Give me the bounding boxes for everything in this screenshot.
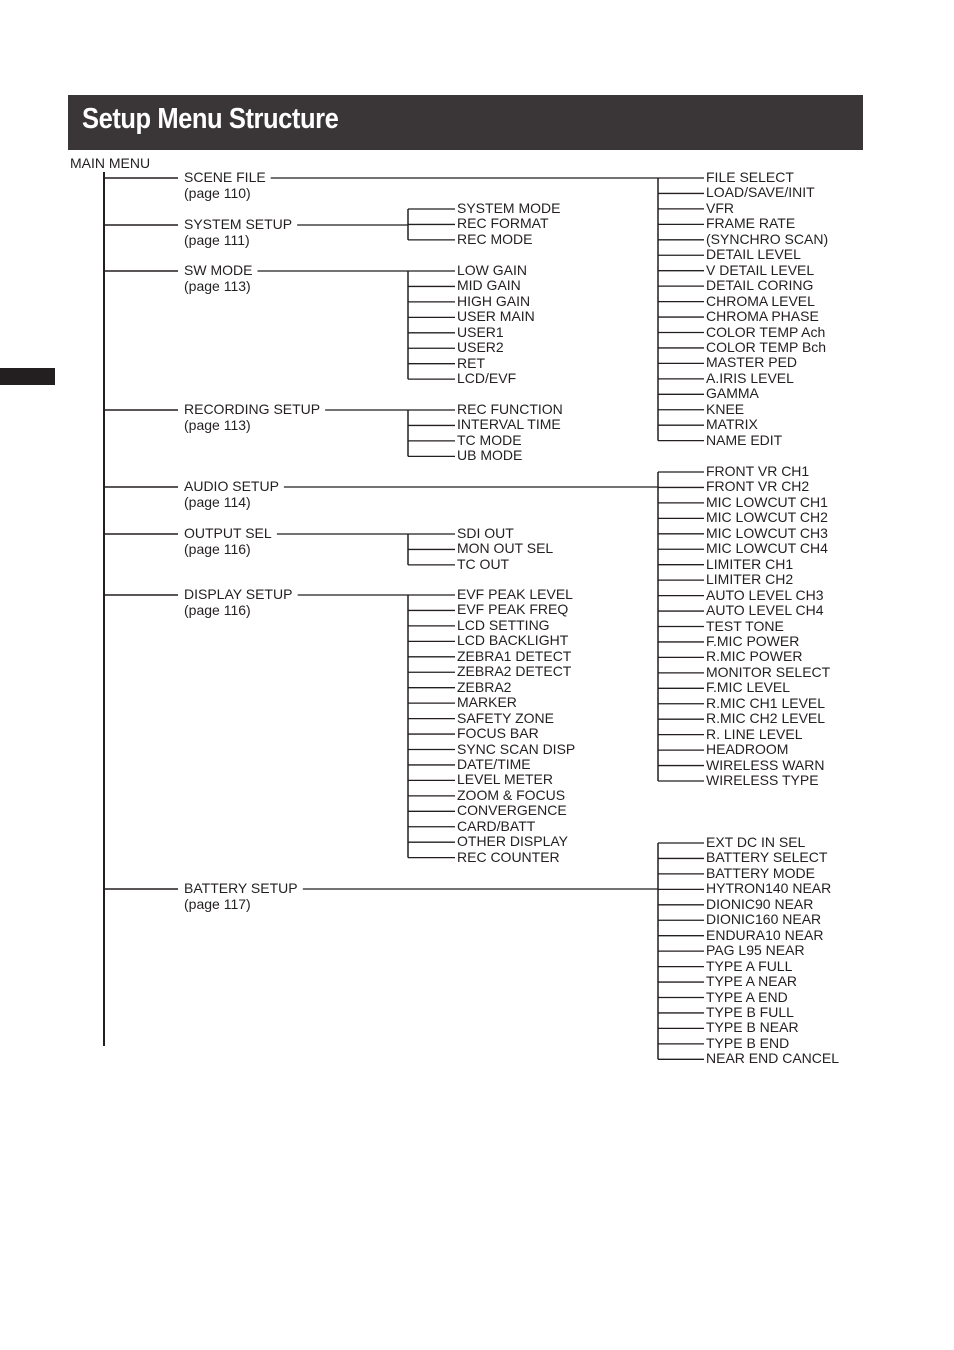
submenu-item-frame-rate: FRAME RATE: [706, 215, 796, 232]
submenu-item-user1: USER1: [457, 323, 504, 340]
menu-label-sw-mode: SW MODE: [184, 262, 253, 278]
menu-page-ref-scene-file: (page 110): [184, 185, 251, 201]
menu-page-ref-output-sel: (page 116): [184, 541, 251, 557]
submenu-item-vfr: VFR: [706, 199, 734, 216]
submenu-item-lcd-evf: LCD/EVF: [457, 370, 517, 387]
submenu-item-user2: USER2: [457, 339, 504, 356]
submenu-item-master-ped: MASTER PED: [706, 354, 798, 371]
submenu-item-mic-lowcut-ch4: MIC LOWCUT CH4: [706, 540, 828, 557]
submenu-item-matrix: MATRIX: [706, 416, 758, 433]
submenu-item-type-a-end: TYPE A END: [706, 988, 788, 1005]
submenu-item-rec-function: REC FUNCTION: [457, 401, 563, 417]
submenu-item-f-mic-level: F.MIC LEVEL: [706, 679, 791, 696]
submenu-item-type-b-end: TYPE B END: [706, 1034, 790, 1051]
submenu-item-zebra2: ZEBRA2: [457, 678, 512, 695]
submenu-item-rec-counter: REC COUNTER: [457, 848, 560, 865]
menu-page-ref-sw-mode: (page 113): [184, 278, 251, 294]
submenu-item-auto-level-ch4: AUTO LEVEL CH4: [706, 602, 824, 619]
submenu-item-sdi-out: SDI OUT: [457, 525, 514, 541]
submenu-item-rec-format: REC FORMAT: [457, 215, 549, 232]
submenu-item-type-a-full: TYPE A FULL: [706, 957, 793, 974]
menu-label-battery-setup: BATTERY SETUP: [184, 880, 298, 896]
submenu-item-chroma-phase: CHROMA PHASE: [706, 308, 819, 325]
menu-page-ref-audio-setup: (page 114): [184, 494, 251, 510]
submenu-item-r-mic-power: R.MIC POWER: [706, 648, 803, 665]
submenu-item-interval-time: INTERVAL TIME: [457, 416, 561, 433]
submenu-item-zoom-focus: ZOOM & FOCUS: [457, 786, 566, 803]
submenu-item-test-tone: TEST TONE: [706, 617, 784, 634]
submenu-item-limiter-ch1: LIMITER CH1: [706, 555, 794, 572]
submenu-item-chroma-level: CHROMA LEVEL: [706, 292, 815, 309]
main-menu-label: MAIN MENU: [70, 155, 151, 171]
submenu-item-r-line-level: R. LINE LEVEL: [706, 725, 803, 742]
menu-page-ref-display-setup: (page 116): [184, 602, 251, 618]
menu-page-ref-recording-setup: (page 113): [184, 417, 251, 433]
submenu-item-mic-lowcut-ch2: MIC LOWCUT CH2: [706, 509, 828, 526]
menu-label-audio-setup: AUDIO SETUP: [184, 478, 279, 494]
submenu-item-detail-level: DETAIL LEVEL: [706, 246, 801, 263]
submenu-item-near-end-cancel: NEAR END CANCEL: [706, 1050, 840, 1067]
submenu-item-synchro-scan: (SYNCHRO SCAN): [706, 230, 829, 247]
page-title: Setup Menu Structure: [82, 103, 339, 135]
submenu-item-dionic160-near: DIONIC160 NEAR: [706, 911, 822, 928]
submenu-item-mic-lowcut-ch3: MIC LOWCUT CH3: [706, 524, 828, 541]
submenu-item-focus-bar: FOCUS BAR: [457, 725, 539, 742]
submenu-item-gamma: GAMMA: [706, 385, 759, 402]
submenu-item-safety-zone: SAFETY ZONE: [457, 709, 554, 726]
submenu-item-mic-lowcut-ch1: MIC LOWCUT CH1: [706, 493, 828, 510]
submenu-item-mid-gain: MID GAIN: [457, 277, 521, 294]
submenu-item-high-gain: HIGH GAIN: [457, 292, 531, 309]
menu-label-recording-setup: RECORDING SETUP: [184, 401, 321, 417]
submenu-item-a-iris-level: A.IRIS LEVEL: [706, 369, 794, 386]
submenu-item-monitor-select: MONITOR SELECT: [706, 663, 831, 680]
submenu-item-other-display: OTHER DISPLAY: [457, 833, 568, 850]
submenu-item-convergence: CONVERGENCE: [457, 802, 567, 819]
submenu-item-type-b-full: TYPE B FULL: [706, 1003, 794, 1020]
submenu-item-battery-mode: BATTERY MODE: [706, 864, 815, 881]
submenu-item-zebra1-detect: ZEBRA1 DETECT: [457, 647, 572, 664]
submenu-item-evf-peak-level: EVF PEAK LEVEL: [457, 586, 573, 602]
submenu-item-endura10-near: ENDURA10 NEAR: [706, 926, 824, 943]
submenu-item-ub-mode: UB MODE: [457, 447, 523, 464]
submenu-item-r-mic-ch1-level: R.MIC CH1 LEVEL: [706, 694, 826, 711]
submenu-item-type-b-near: TYPE B NEAR: [706, 1019, 799, 1036]
submenu-item-date-time: DATE/TIME: [457, 755, 531, 772]
submenu-item-color-temp-bch: COLOR TEMP Bch: [706, 338, 827, 355]
submenu-item-battery-select: BATTERY SELECT: [706, 849, 828, 866]
submenu-item-name-edit: NAME EDIT: [706, 431, 783, 448]
submenu-item-lcd-setting: LCD SETTING: [457, 616, 550, 633]
submenu-item-dionic90-near: DIONIC90 NEAR: [706, 895, 814, 912]
menu-label-scene-file: SCENE FILE: [184, 169, 266, 185]
submenu-item-front-vr-ch1: FRONT VR CH1: [706, 463, 810, 479]
submenu-item-hytron140-near: HYTRON140 NEAR: [706, 880, 832, 897]
submenu-item-lcd-backlight: LCD BACKLIGHT: [457, 632, 569, 649]
submenu-item-level-meter: LEVEL METER: [457, 771, 553, 788]
submenu-item-tc-mode: TC MODE: [457, 431, 522, 448]
submenu-item-ext-dc-in-sel: EXT DC IN SEL: [706, 834, 806, 850]
menu-page-ref-battery-setup: (page 117): [184, 896, 251, 912]
submenu-item-mon-out-sel: MON OUT SEL: [457, 540, 554, 557]
submenu-item-file-select: FILE SELECT: [706, 169, 794, 185]
menu-label-display-setup: DISPLAY SETUP: [184, 586, 293, 602]
submenu-item-r-mic-ch2-level: R.MIC CH2 LEVEL: [706, 710, 826, 727]
submenu-item-tc-out: TC OUT: [457, 555, 510, 572]
submenu-item-type-a-near: TYPE A NEAR: [706, 973, 798, 990]
submenu-item-zebra2-detect: ZEBRA2 DETECT: [457, 663, 572, 680]
submenu-item-card-batt: CARD/BATT: [457, 817, 536, 834]
submenu-item-sync-scan-disp: SYNC SCAN DISP: [457, 740, 576, 757]
submenu-item-knee: KNEE: [706, 400, 745, 417]
submenu-item-low-gain: LOW GAIN: [457, 262, 528, 278]
submenu-item-ret: RET: [457, 354, 485, 371]
submenu-item-evf-peak-freq: EVF PEAK FREQ: [457, 601, 569, 618]
submenu-item-wireless-type: WIRELESS TYPE: [706, 772, 819, 788]
submenu-item-headroom: HEADROOM: [706, 741, 789, 758]
submenu-item-wireless-warn: WIRELESS WARN: [706, 756, 825, 773]
submenu-item-f-mic-power: F.MIC POWER: [706, 632, 800, 649]
submenu-item-system-mode: SYSTEM MODE: [457, 200, 561, 216]
submenu-item-detail-coring: DETAIL CORING: [706, 277, 814, 294]
menu-label-output-sel: OUTPUT SEL: [184, 525, 272, 541]
submenu-item-load-save-init: LOAD/SAVE/INIT: [706, 184, 815, 201]
submenu-item-user-main: USER MAIN: [457, 308, 535, 325]
submenu-item-pag-l95-near: PAG L95 NEAR: [706, 942, 805, 959]
submenu-item-front-vr-ch2: FRONT VR CH2: [706, 478, 810, 495]
submenu-item-marker: MARKER: [457, 694, 517, 711]
submenu-item-auto-level-ch3: AUTO LEVEL CH3: [706, 586, 824, 603]
submenu-item-limiter-ch2: LIMITER CH2: [706, 571, 794, 588]
submenu-item-rec-mode: REC MODE: [457, 230, 533, 247]
menu-page-ref-system-setup: (page 111): [184, 232, 250, 248]
submenu-item-v-detail-level: V DETAIL LEVEL: [706, 261, 815, 278]
menu-label-system-setup: SYSTEM SETUP: [184, 216, 293, 232]
submenu-item-color-temp-ach: COLOR TEMP Ach: [706, 323, 826, 340]
